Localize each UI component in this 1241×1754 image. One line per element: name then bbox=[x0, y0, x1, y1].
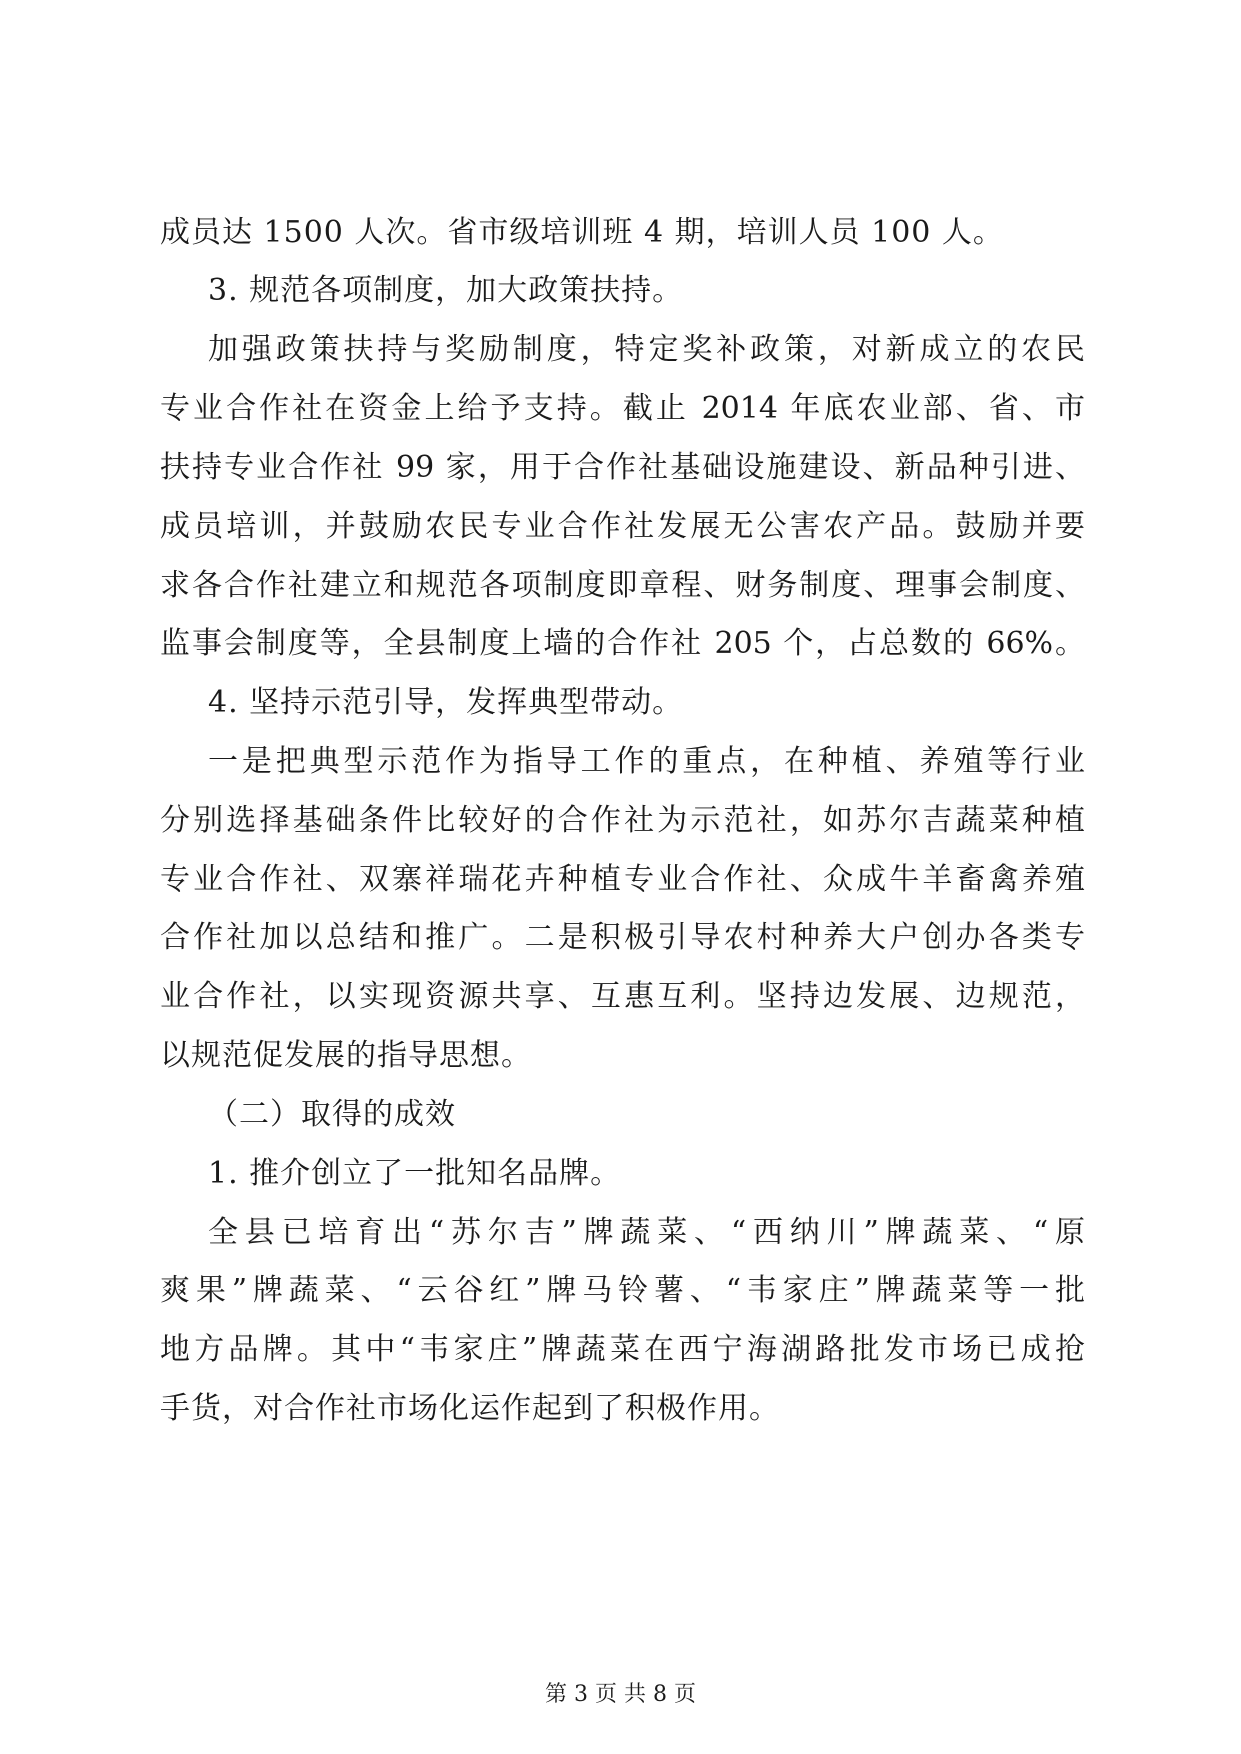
paragraph-line: 全县已培育出“苏尔吉”牌蔬菜、“西纳川”牌蔬菜、“原 bbox=[208, 1215, 1085, 1250]
section-heading: 1. 推介创立了一批知名品牌。 bbox=[208, 1156, 622, 1191]
paragraph-line: 爽果”牌蔬菜、“云谷红”牌马铃薯、“韦家庄”牌蔬菜等一批 bbox=[160, 1273, 1085, 1308]
paragraph-line: 地方品牌。其中“韦家庄”牌蔬菜在西宁海湖路批发市场已成抢 bbox=[160, 1332, 1085, 1367]
paragraph-line: 成员达 1500 人次。省市级培训班 4 期，培训人员 100 人。 bbox=[160, 215, 1004, 250]
paragraph-line: 监事会制度等，全县制度上墙的合作社 205 个，占总数的 66%。 bbox=[160, 626, 1085, 661]
section-heading: （二）取得的成效 bbox=[208, 1097, 456, 1132]
page-number-footer: 第 3 页 共 8 页 bbox=[545, 1682, 696, 1707]
paragraph-line: 求各合作社建立和规范各项制度即章程、财务制度、理事会制度、 bbox=[160, 568, 1085, 603]
paragraph-line: 手货，对合作社市场化运作起到了积极作用。 bbox=[160, 1391, 780, 1426]
paragraph-line: 专业合作社在资金上给予支持。截止 2014 年底农业部、省、市 bbox=[160, 391, 1085, 426]
paragraph-line: 一是把典型示范作为指导工作的重点，在种植、养殖等行业 bbox=[208, 744, 1085, 779]
section-heading: 3. 规范各项制度，加大政策扶持。 bbox=[208, 273, 684, 308]
paragraph-line: 合作社加以总结和推广。二是积极引导农村种养大户创办各类专 bbox=[160, 920, 1085, 955]
paragraph-line: 以规范促发展的指导思想。 bbox=[160, 1038, 532, 1073]
paragraph-line: 专业合作社、双寨祥瑞花卉种植专业合作社、众成牛羊畜禽养殖 bbox=[160, 862, 1085, 897]
section-heading: 4. 坚持示范引导，发挥典型带动。 bbox=[208, 685, 684, 720]
paragraph-line: 业合作社，以实现资源共享、互惠互利。坚持边发展、边规范， bbox=[160, 979, 1085, 1014]
paragraph-line: 加强政策扶持与奖励制度，特定奖补政策，对新成立的农民 bbox=[208, 332, 1085, 367]
paragraph-line: 扶持专业合作社 99 家，用于合作社基础设施建设、新品种引进、 bbox=[160, 450, 1085, 485]
paragraph-line: 成员培训，并鼓励农民专业合作社发展无公害农产品。鼓励并要 bbox=[160, 509, 1085, 544]
paragraph-line: 分别选择基础条件比较好的合作社为示范社，如苏尔吉蔬菜种植 bbox=[160, 803, 1085, 838]
